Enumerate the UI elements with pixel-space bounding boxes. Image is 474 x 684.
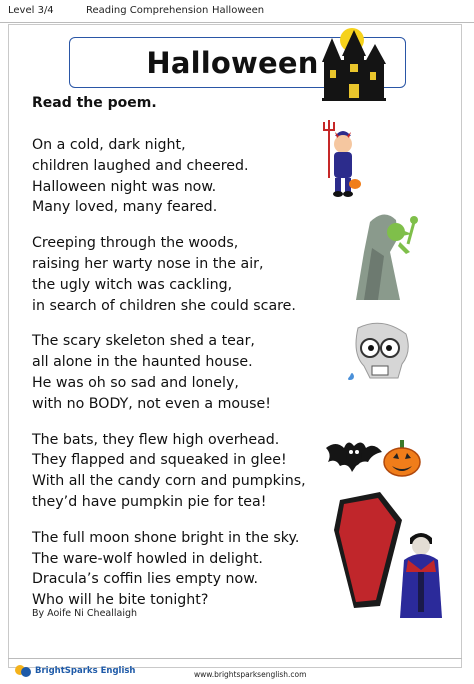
brand-logo xyxy=(14,664,135,678)
poem-line: all alone in the haunted house. xyxy=(32,354,253,371)
poem-line: The ware-wolf howled in delight. xyxy=(32,550,263,567)
poem-line: The bats, they flew high overhead. xyxy=(32,431,280,448)
poem-line: Creeping through the woods, xyxy=(32,235,239,252)
dracula-icon xyxy=(398,520,444,620)
footer-divider xyxy=(8,658,462,659)
pumpkin-icon xyxy=(382,438,422,478)
page-header xyxy=(0,0,474,22)
poem-line: Who will he bite tonight? xyxy=(32,592,209,609)
website-url[interactable]: www.brightsparksenglish.com xyxy=(194,670,307,679)
poem-line: in search of children she could scare. xyxy=(32,297,296,314)
poem-line: Dracula’s coffin lies empty now. xyxy=(32,571,259,588)
stanza xyxy=(32,528,342,611)
brand-name: BrightSparks English xyxy=(35,666,136,676)
author-credit: By Aoife Ni Cheallaigh xyxy=(32,608,138,619)
poem-line: with no BODY, not even a mouse! xyxy=(32,395,271,412)
lightbulb-icon xyxy=(14,664,32,678)
poem-line: With all the candy corn and pumpkins, xyxy=(32,473,306,490)
poem-line: The scary skeleton shed a tear, xyxy=(32,333,255,350)
haunted-house-icon xyxy=(318,26,392,102)
subject-label: Reading Comprehension xyxy=(86,5,209,16)
witch-icon xyxy=(350,208,422,302)
poem-line: Halloween night was now. xyxy=(32,178,217,195)
poem-line: They flapped and squeaked in glee! xyxy=(32,452,287,469)
poem-line: raising her warty nose in the air, xyxy=(32,255,264,272)
poem-line: children laughed and cheered. xyxy=(32,157,249,174)
poem xyxy=(32,135,342,626)
instruction-text: Read the poem. xyxy=(32,95,157,111)
poem-line: The full moon shone bright in the sky. xyxy=(32,529,300,546)
stanza xyxy=(32,233,342,316)
level-label: Level 3/4 xyxy=(8,5,54,16)
topic-label: Halloween xyxy=(212,5,265,16)
stanza xyxy=(32,135,342,218)
stanza xyxy=(32,331,342,414)
skull-icon xyxy=(344,320,414,386)
poem-line: He was oh so sad and lonely, xyxy=(32,374,239,391)
poem-line: they’d have pumpkin pie for tea! xyxy=(32,493,267,510)
page-title: Halloween xyxy=(146,45,319,80)
header-divider xyxy=(0,22,474,23)
poem-line: Many loved, many feared. xyxy=(32,199,218,216)
poem-line: the ugly witch was cackling, xyxy=(32,276,233,293)
poem-line: On a cold, dark night, xyxy=(32,137,186,153)
stanza xyxy=(32,430,342,513)
